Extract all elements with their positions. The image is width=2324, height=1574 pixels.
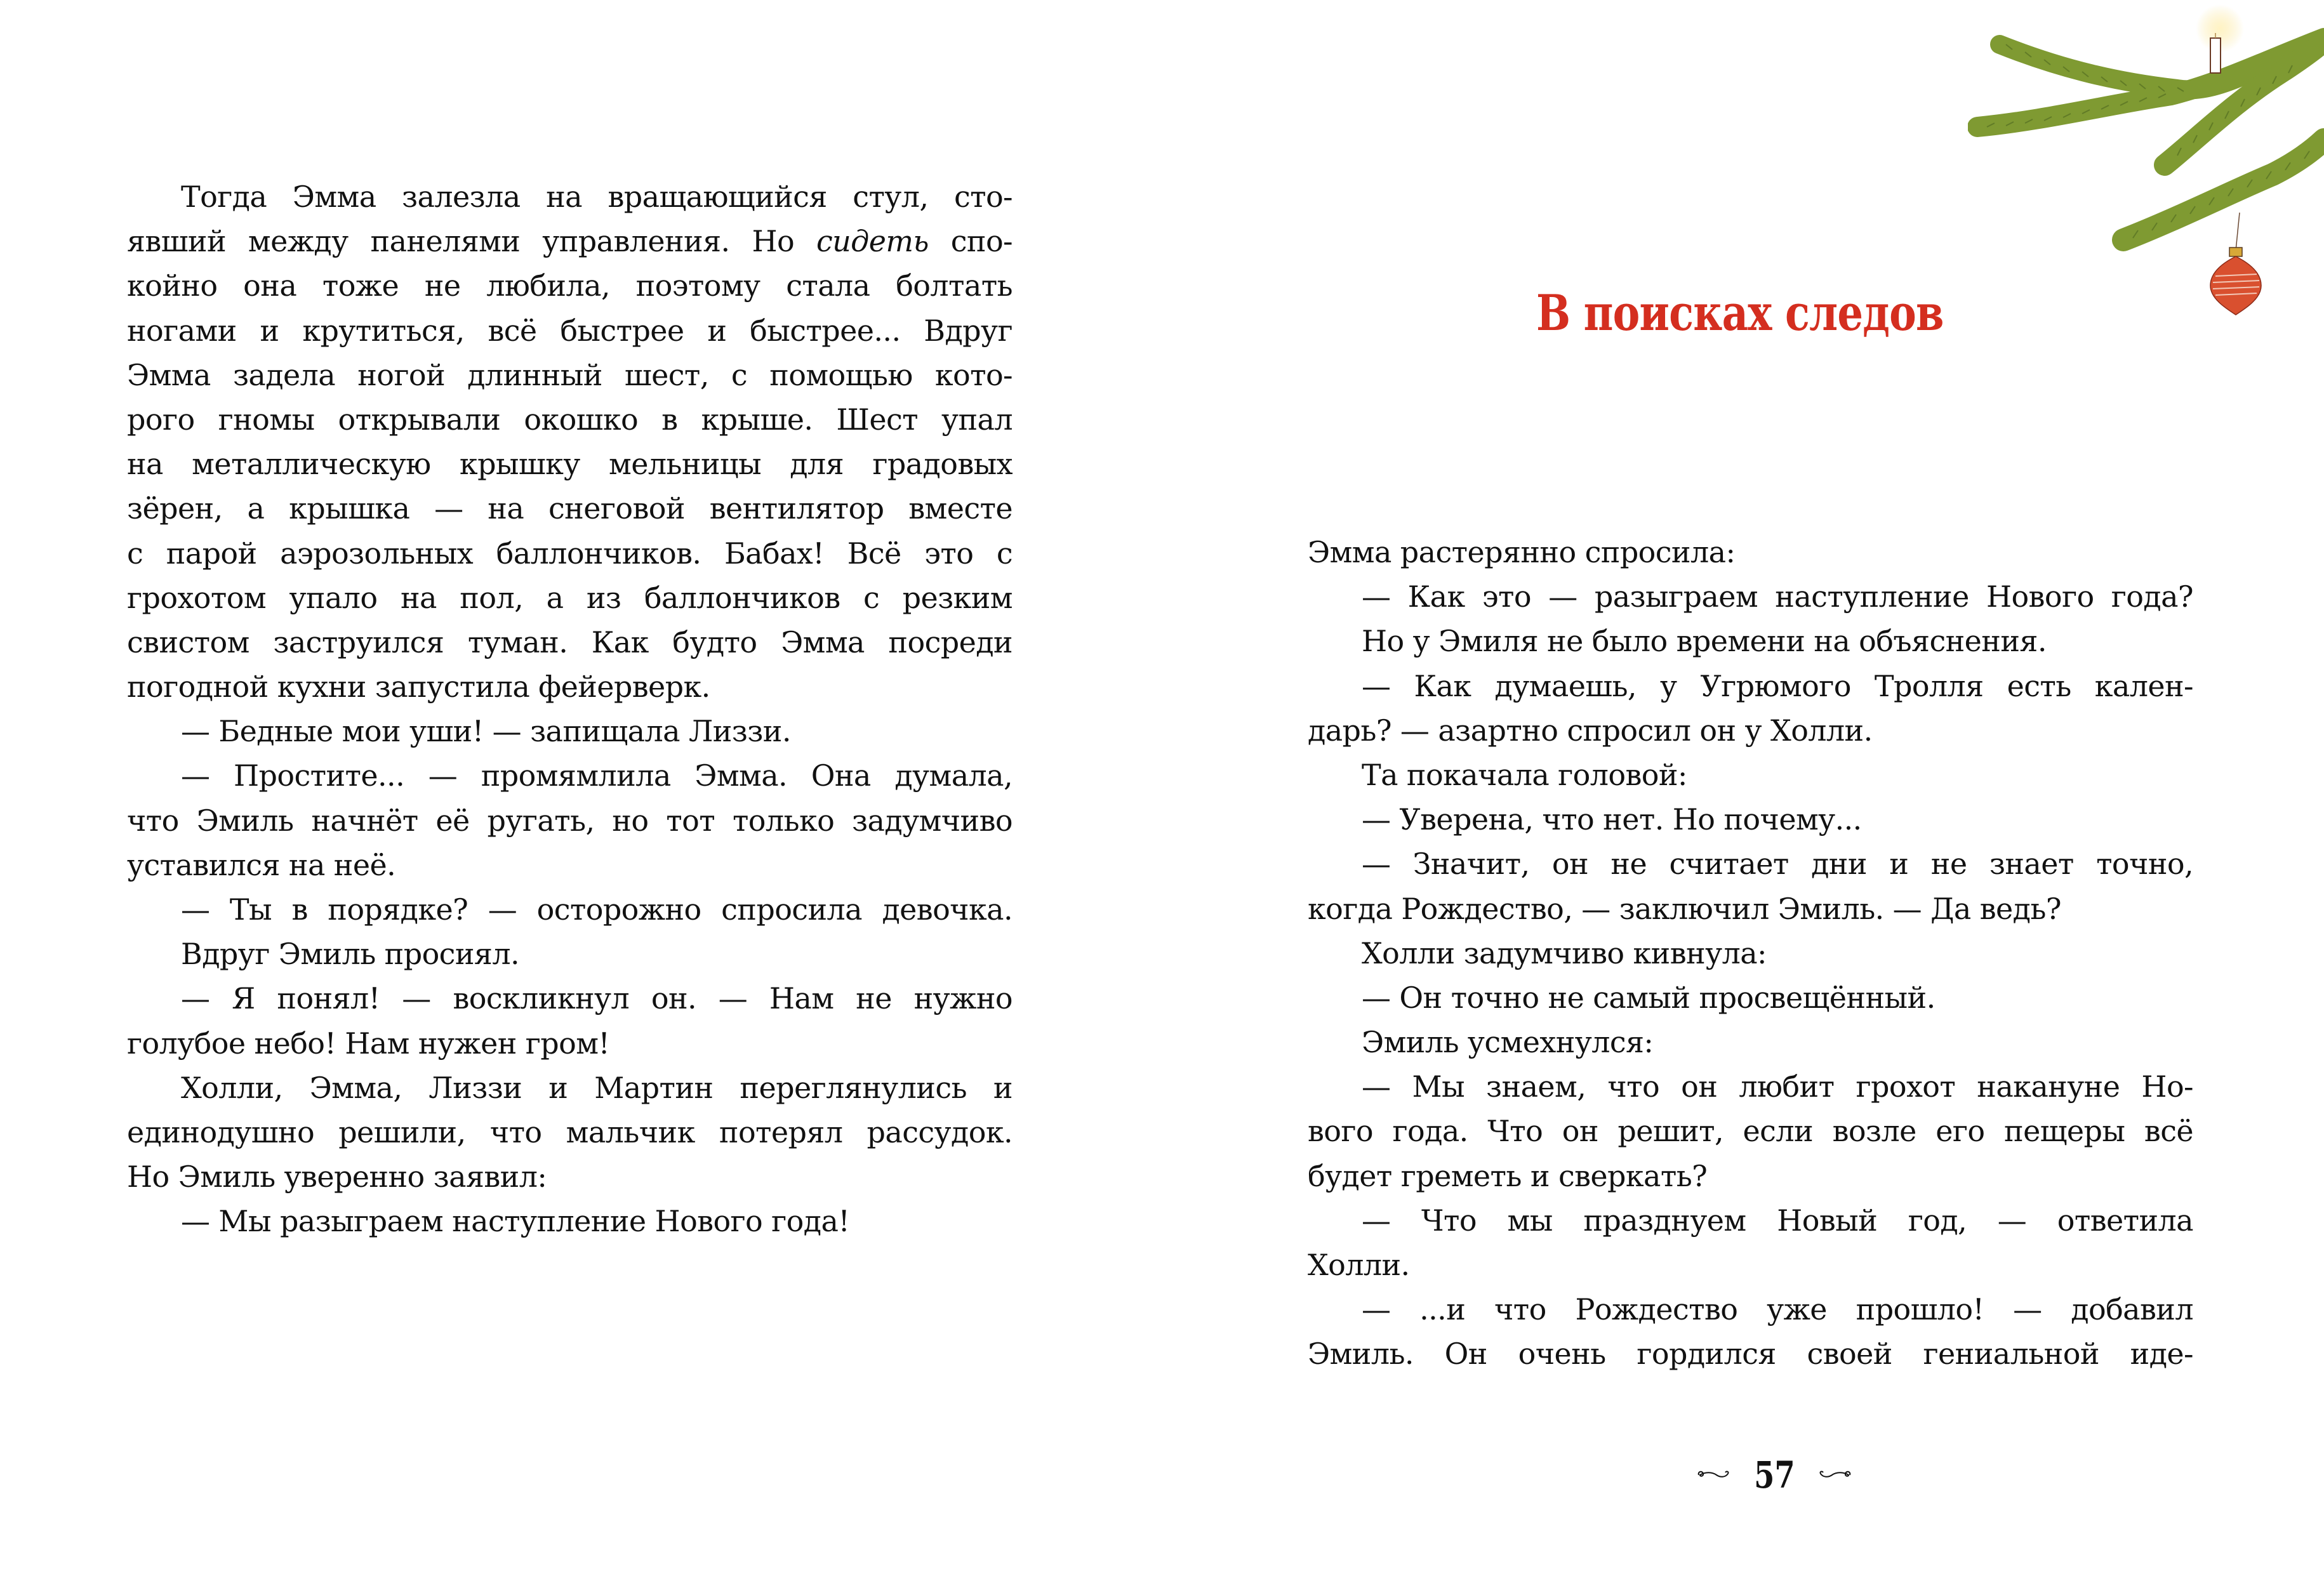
text-line: Холли. bbox=[1308, 1248, 1410, 1282]
right-page bbox=[1162, 0, 2324, 1574]
text-line: — Он точно не самый просвещённый. bbox=[1362, 980, 1936, 1015]
text-line: — Простите... — промямлила Эмма. Она думала, bbox=[181, 758, 1013, 793]
text-line: погодной кухни запустила фейерверк. bbox=[127, 670, 710, 704]
text-line: — Ты в порядке? — осторожно спросила девочка. bbox=[181, 892, 1013, 927]
text-line: Вдруг Эмиль просиял. bbox=[181, 937, 519, 972]
fir-branch-with-candle-and-ornament-icon bbox=[1968, 0, 2324, 571]
text-line: с парой аэрозольных баллончиков. Бабах! Всё это с bbox=[127, 536, 1013, 571]
text-line: единодушно решили, что мальчик потерял рассудок. bbox=[127, 1114, 1013, 1149]
text-line: что Эмиль начнёт её ругать, но тот только задумчиво bbox=[127, 803, 1013, 838]
text-line: уставился на неё. bbox=[127, 847, 396, 882]
text-line: — Что мы празднуем Новый год, — ответила bbox=[1362, 1203, 2193, 1238]
text-line: — Я понял! — воскликнул он. — Нам не нужно bbox=[181, 981, 1013, 1016]
page-number bbox=[1679, 1453, 1869, 1497]
text-line: свистом заструился туман. Как будто Эмма посреди bbox=[127, 625, 1013, 659]
text-line: — Уверена, что нет. Но почему... bbox=[1362, 802, 1862, 837]
text-line: Эмиль усмехнулся: bbox=[1362, 1025, 1654, 1060]
text-line: Тогда Эмма залезла на вращающийся стул, сто- bbox=[181, 180, 1013, 214]
text-line: рого гномы открывали окошко в крыше. Шест упал bbox=[127, 402, 1013, 437]
text-line: Но Эмиль уверенно заявил: bbox=[127, 1160, 547, 1194]
text-line: — Бедные мои уши! — запищала Лиззи. bbox=[181, 714, 791, 749]
chapter-title: В поисках следов bbox=[1536, 284, 1944, 342]
text-line: дарь? — азартно спросил он у Холли. bbox=[1308, 713, 1873, 748]
text-line: когда Рождество, — заключил Эмиль. — Да ведь? bbox=[1308, 891, 2061, 926]
text-line: будет греметь и сверкать? bbox=[1308, 1158, 1708, 1193]
text-line: вого года. Что он решит, если возле его пещеры всё bbox=[1308, 1114, 2193, 1149]
text-line bbox=[127, 219, 1013, 263]
text-line: — Как это — разыграем наступление Нового года? bbox=[1362, 579, 2193, 614]
text-line: Эмиль. Он очень гордился своей гениальной иде- bbox=[1308, 1337, 2193, 1372]
text-line: Холли, Эмма, Лиззи и Мартин переглянулись и bbox=[181, 1070, 1013, 1105]
text-line: на металлическую крышку мельницы для градовых bbox=[127, 447, 1013, 482]
text-line: Эмма растерянно спросила: bbox=[1308, 535, 1736, 569]
text-fragment: явший между панелями управления. Но bbox=[127, 224, 816, 259]
text-line: — Мы знаем, что он любит грохот накануне Но- bbox=[1362, 1069, 2193, 1104]
text-line: — Значит, он не считает дни и не знает точно, bbox=[1362, 847, 2193, 882]
italic-emphasis: сидеть bbox=[816, 224, 929, 259]
text-line: койно она тоже не любила, поэтому стала болтать bbox=[127, 268, 1013, 303]
text-line: — Мы разыграем наступление Нового года! bbox=[181, 1204, 850, 1239]
flourish-left-icon bbox=[1696, 1469, 1731, 1481]
flourish-right-icon bbox=[1817, 1469, 1852, 1481]
text-fragment: спо- bbox=[928, 224, 1013, 259]
text-line: — ...и что Рождество уже прошло! — добавил bbox=[1362, 1292, 2193, 1327]
text-line: Эмма задела ногой длинный шест, с помощью кото- bbox=[127, 357, 1013, 392]
right-page-body bbox=[1308, 530, 2193, 1377]
text-line: грохотом упало на пол, а из баллончиков с резким bbox=[127, 580, 1013, 615]
page-number-text: 57 bbox=[1753, 1453, 1795, 1497]
text-line: голубое небо! Нам нужен гром! bbox=[127, 1026, 610, 1061]
text-line: зёрен, а крышка — на снеговой вентилятор вместе bbox=[127, 491, 1013, 526]
left-page-body bbox=[127, 175, 1013, 1244]
text-line: — Как думаешь, у Угрюмого Тролля есть кален- bbox=[1362, 668, 2193, 703]
text-line: ногами и крутиться, всё быстрее и быстрее... Вдруг bbox=[127, 313, 1013, 348]
text-line: Но у Эмиля не было времени на объяснения. bbox=[1362, 624, 2047, 659]
text-line: Холли задумчиво кивнула: bbox=[1362, 936, 1767, 970]
text-line: Та покачала головой: bbox=[1362, 757, 1687, 792]
